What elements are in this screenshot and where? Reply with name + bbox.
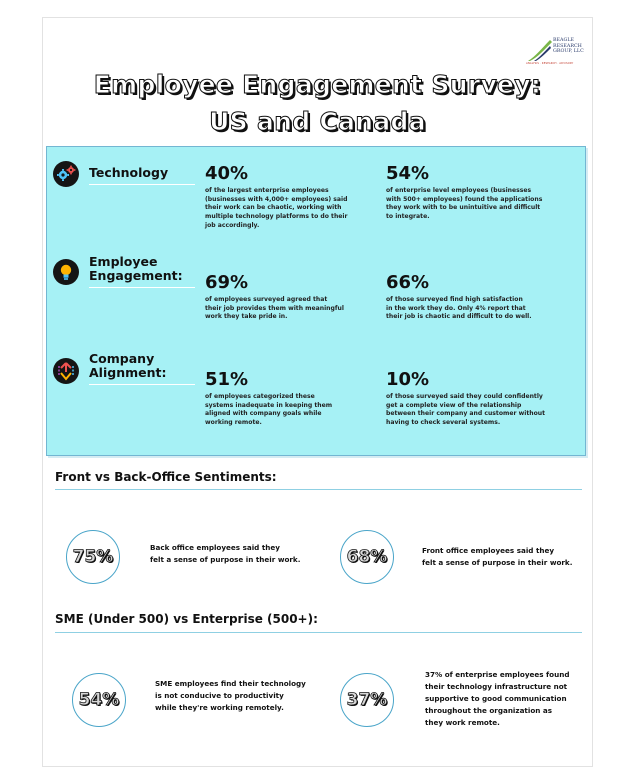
- stat-percentage: 69%: [205, 272, 249, 293]
- circle-description: Front office employees said they felt a sense of purpose in their work.: [422, 546, 573, 567]
- gears-icon: [53, 161, 79, 187]
- title-line-1: Employee Engagement Survey:: [93, 70, 542, 99]
- circle-percentage: 54%: [78, 690, 120, 710]
- stat-description: of employees surveyed agreed that their job provides them with meaningful work they take pride in.: [205, 296, 344, 321]
- stat-circle: [72, 673, 126, 727]
- circle-description: Back office employees said they felt a sense of purpose in their work.: [150, 543, 301, 564]
- stat-description: of employees categorized these systems inadequate in keeping them aligned with company goals while working remote.: [205, 393, 333, 427]
- stat-description: of those surveyed said they could confidently get a complete view of the relationship between their company and customer without having to check several systems.: [386, 393, 546, 427]
- circle-percentage: 37%: [346, 690, 388, 710]
- stat-percentage: 40%: [205, 163, 249, 184]
- logo-name: BEAGLE RESEARCH GROUP, LLC: [553, 38, 584, 55]
- row-label-underline: [89, 287, 195, 288]
- row-label-technology: Technology: [89, 165, 169, 180]
- stat-description: of those surveyed find high satisfaction in the work they do. Only 4% report that their job is chaotic and difficult to do well.: [386, 296, 532, 321]
- logo-tagline: ANALYSIS · RESEARCH · ADVISORY: [526, 62, 574, 65]
- logo-swoosh-icon: [526, 38, 556, 62]
- circle-percentage: 68%: [346, 547, 388, 567]
- survey-stats-panel: [46, 146, 586, 456]
- stat-circle: [340, 530, 394, 584]
- stat-circle: [340, 673, 394, 727]
- lightbulb-icon: [53, 259, 79, 285]
- row-label-alignment: Company Alignment:: [89, 351, 167, 380]
- alignment-arrows-icon: [53, 358, 79, 384]
- section-heading-sme-enterprise: SME (Under 500) vs Enterprise (500+):: [55, 612, 318, 626]
- stat-description: of the largest enterprise employees (businesses with 4,000+ employees) said their work can be chaotic, working with multiple technology platforms to do their job accordingly.: [205, 187, 348, 229]
- row-label-underline: [89, 184, 195, 185]
- section-divider: [55, 632, 582, 633]
- circle-percentage: 75%: [72, 547, 114, 567]
- section-heading-front-back: Front vs Back-Office Sentiments:: [55, 470, 277, 484]
- stat-percentage: 66%: [386, 272, 430, 293]
- stat-circle: [66, 530, 120, 584]
- page-title: [43, 66, 592, 140]
- circle-description: SME employees find their technology is not conducive to productivity while they're working remotely.: [155, 679, 306, 712]
- section-divider: [55, 489, 582, 490]
- stat-description: of enterprise level employees (businesses with 500+ employees) found the applications they work with to be unintuitive and difficult to integrate.: [386, 187, 543, 221]
- stat-percentage: 54%: [386, 163, 430, 184]
- stat-percentage: 51%: [205, 369, 249, 390]
- row-label-underline: [89, 384, 195, 385]
- title-line-2: US and Canada: [209, 107, 426, 136]
- stat-percentage: 10%: [386, 369, 430, 390]
- circle-description: 37% of enterprise employees found their technology infrastructure not supportive to good communication throughout the organization as they work remote.: [425, 670, 570, 727]
- row-label-engagement: Employee Engagement:: [89, 254, 183, 283]
- company-logo: [526, 38, 586, 68]
- infographic-page: [42, 17, 593, 767]
